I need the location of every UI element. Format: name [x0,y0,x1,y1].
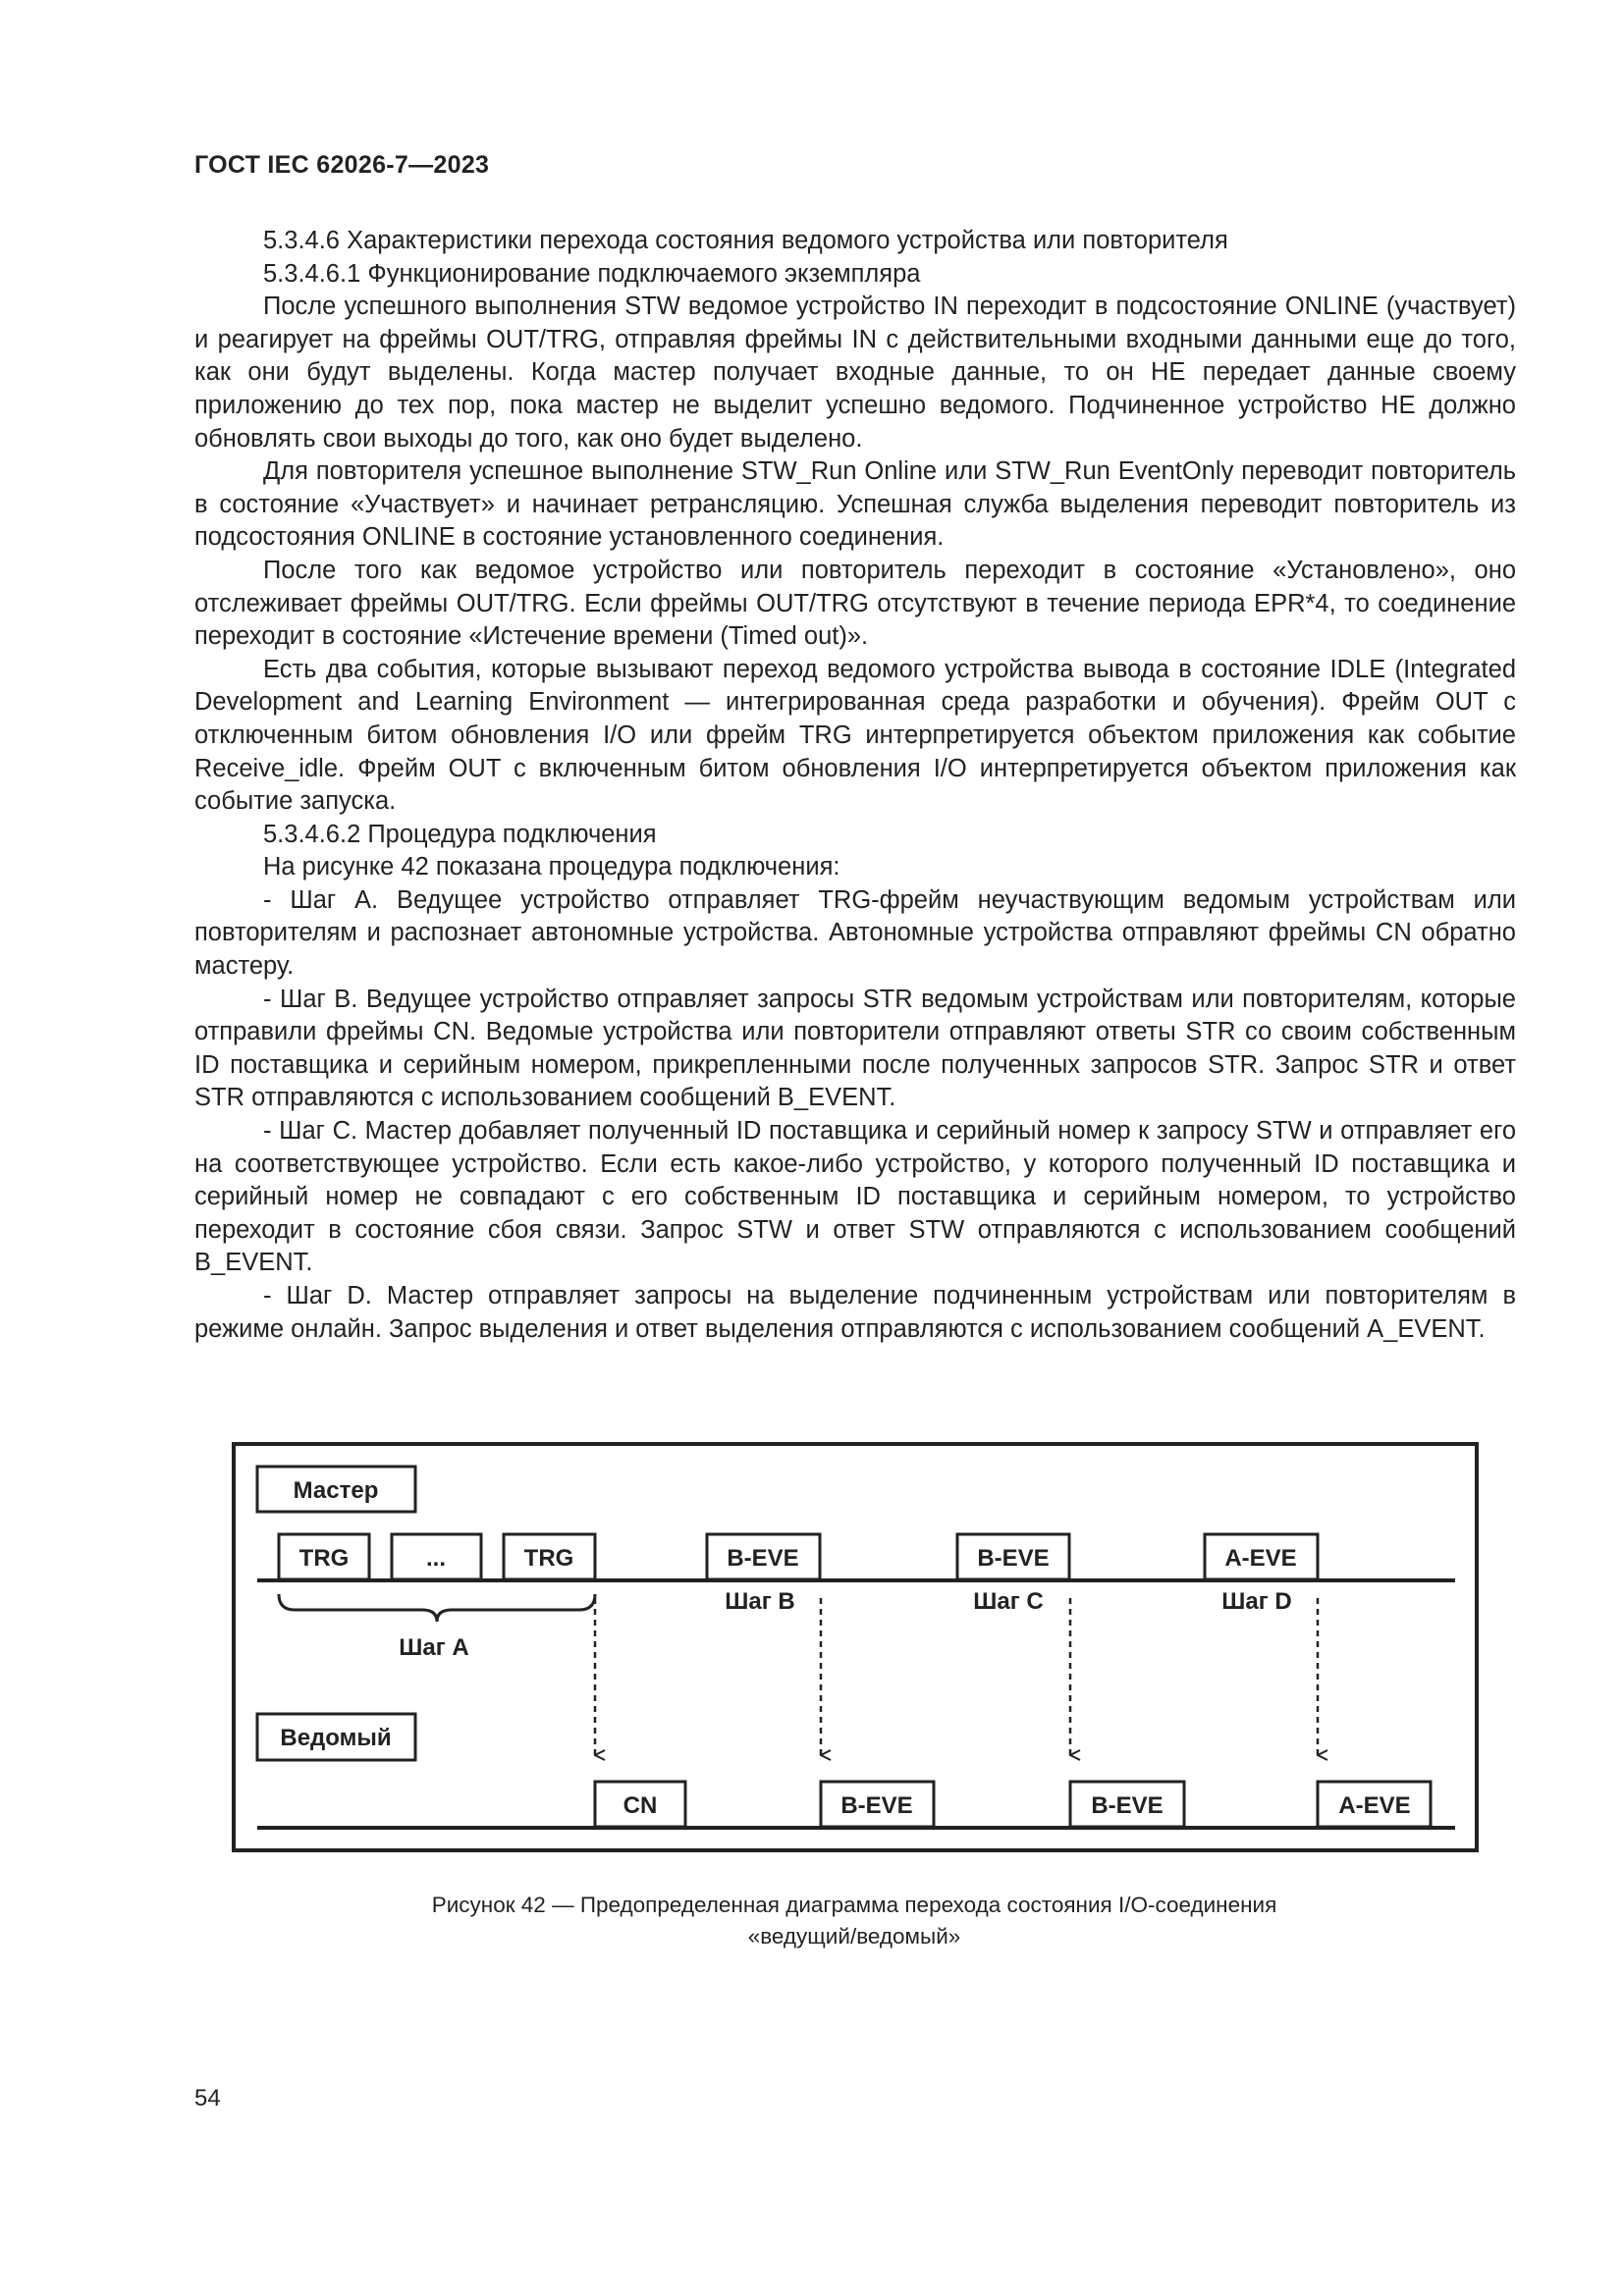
paragraph: Есть два события, которые вызывают переход ведомого устройства вывода в состояние IDLE (Integrated Development and Learning Environment — интегрированная среда разработки и обучения). Фрейм OUT с отключенным битом обновления I/O или фрейм TRG интерпретируется объектом приложения как событие Receive_idle. Фрейм OUT с включенным битом обновления I/O интерпретируется объектом приложения как событие запуска. [194,655,1516,816]
slave-frame-label: B-EVE [1091,1792,1164,1819]
master-frame-label: TRG [298,1545,350,1572]
step-a-brace [279,1594,595,1622]
figure-caption [295,1890,1414,1952]
step-c-label: Шаг C [973,1588,1044,1615]
step-b-label: Шаг B [725,1588,795,1615]
master-frame-label: ... [425,1545,447,1572]
slave-frame-label: CN [623,1792,658,1819]
master-frame-label: B-EVE [977,1545,1050,1572]
step-b-paragraph: - Шаг В. Ведущее устройство отправляет запросы STR ведомым устройствам или повторителям, которые отправили фреймы CN. Ведомые устройства или повторители отправляют ответы STR со своим собственным ID поставщика и серийным номером, прикрепленными после полученных запросов STR. Запрос STR и ответ STR отправляются с использованием сообщений B_EVENT. [194,985,1516,1112]
document-header: ГОСТ IEC 62026-7—2023 [194,151,490,179]
master-frame-label: TRG [523,1545,574,1572]
step-d-paragraph: - Шаг D. Мастер отправляет запросы на выделение подчиненным устройствам или повторителям в режиме онлайн. Запрос выделения и ответ выделения отправляются с использованием сообщений A_EVENT. [194,1282,1516,1343]
master-label: Мастер [293,1477,379,1504]
master-frame-label: A-EVE [1224,1545,1297,1572]
section-heading: 5.3.4.6 Характеристики перехода состояния ведомого устройства или повторителя [263,227,1228,254]
step-c-paragraph: - Шаг С. Мастер добавляет полученный ID поставщика и серийный номер к запросу STW и отправляет его на соответствующее устройство. Если есть какое-либо устройство, у которого полученный ID поставщика и серийный номер не совпадают с его собственным ID поставщика и серийным номером, то устройство переходит в состояние сбоя связи. Запрос STW и ответ STW отправляются с использованием сообщений B_EVENT. [194,1117,1516,1277]
slave-frame-label: B-EVE [840,1792,913,1819]
slave-label: Ведомый [280,1725,392,1751]
slave-frame-label: A-EVE [1338,1792,1411,1819]
caption-line: «ведущий/ведомый» [747,1924,961,1949]
step-a-label: Шаг A [399,1634,469,1661]
step-a-paragraph: - Шаг А. Ведущее устройство отправляет TRG-фрейм неучаствующим ведомым устройствам или повторителям и распознает автономные устройства. Автономные устройства отправляют фреймы CN обратно мастеру. [194,885,1516,981]
paragraph: На рисунке 42 показана процедура подключения: [263,853,840,881]
subsection-heading: 5.3.4.6.1 Функционирование подключаемого экземпляра [263,259,921,288]
master-frame-label: B-EVE [727,1545,799,1572]
caption-line: Рисунок 42 — Предопределенная диаграмма перехода состояния I/O-соединения [431,1893,1277,1917]
paragraph: После того как ведомое устройство или повторитель переходит в состояние «Установлено», оно отслеживает фреймы OUT/TRG. Если фреймы OUT/TRG отсутствуют в течение периода EPR*4, то соединение переходит в состояние «Истечение времени (Timed out)». [194,556,1516,651]
paragraph: Для повторителя успешное выполнение STW_Run Online или STW_Run EventOnly переводит повторитель в состояние «Участвует» и начинает ретрансляцию. Успешная служба выделения переводит повторитель из подсостояния ONLINE в состояние установленного соединения. [194,457,1516,552]
page-number: 54 [194,2085,221,2111]
paragraph: После успешного выполнения STW ведомое устройство IN переходит в подсостояние ONLINE (участвует) и реагирует на фреймы OUT/TRG, отправляя фреймы IN с действительными входными данными еще до того, как они будут выделены. Когда мастер получает входные данные, то он НЕ передает данные своему приложению до тех пор, пока мастер не выделит успешно ведомого. Подчиненное устройство НЕ должно обновлять свои выходы до того, как оно будет выделено. [194,293,1516,453]
subsection-heading: 5.3.4.6.2 Процедура подключения [263,820,657,848]
step-d-label: Шаг D [1221,1588,1292,1615]
